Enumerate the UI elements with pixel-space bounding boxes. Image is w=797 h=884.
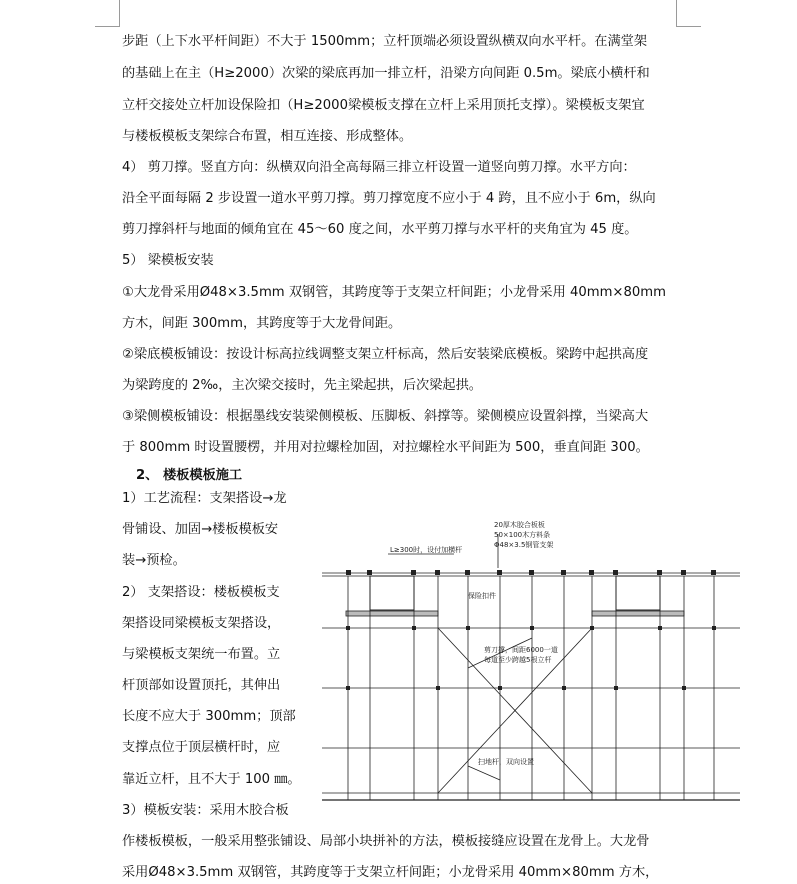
paragraph-line: 剪刀撑斜杆与地面的倾角宜在 45～60 度之间，水平剪刀撑与水平杆的夹角宜为 45 度。 — [122, 222, 638, 237]
paragraph-line: 采用Ø48×3.5mm 双钢管，其跨度等于支架立杆间距；小龙骨采用 40mm×80mm 方木， — [122, 865, 659, 880]
paragraph-line: ②梁底模板铺设：按设计标高拉线调整支架立杆标高，然后安装梁底模板。梁跨中起拱高度 — [122, 347, 649, 362]
page-corner-mark-left — [95, 0, 120, 27]
paragraph-line: 的基础上在主（H≥2000）次梁的梁底再加一排立杆，沿梁方向间距 0.5m。梁底小横杆和 — [122, 66, 650, 81]
left-column-line: 2） 支架搭设：楼板模板支 — [122, 585, 280, 600]
left-column-line: 装→预检。 — [122, 553, 186, 568]
figure-label: L≥300时，设付加横杆 — [390, 546, 463, 554]
figure-label: 50×100木方料条 — [494, 531, 551, 539]
left-column-line: 架搭设同梁模板支架搭设， — [122, 616, 281, 631]
figure-label: 20厚木胶合板板 — [494, 521, 545, 529]
paragraph-line: 作楼板模板，一般采用整张铺设、局部小块拼补的方法，模板接缝应设置在龙骨上。大龙骨 — [122, 834, 650, 849]
left-column-line: 长度不应大于 300mm；顶部 — [122, 709, 296, 724]
section-heading: 2、 楼板模板施工 — [136, 468, 243, 483]
scaffold-diagram — [318, 518, 744, 808]
figure-label: 每道至少跨越5根立杆 — [484, 656, 552, 664]
left-column-line: 3）模板安装：采用木胶合板 — [122, 803, 289, 818]
paragraph-line: 5） 梁模板安装 — [122, 253, 214, 268]
left-column-line: 杆顶部如设置顶托，其伸出 — [122, 678, 281, 693]
paragraph-line: 于 800mm 时设置腰楞，并用对拉螺栓加固，对拉螺栓水平间距为 500，垂直间距 300。 — [122, 440, 649, 455]
figure-label: 剪刀撑，间距6000一道 — [484, 646, 558, 654]
left-column-line: 1）工艺流程：支架搭设→龙 — [122, 491, 287, 506]
paragraph-line: 步距（上下水平杆间距）不大于 1500mm；立杆顶端必须设置纵横双向水平杆。在满堂架 — [122, 34, 648, 49]
paragraph-line: 立杆交接处立杆加设保险扣（H≥2000梁模板支撑在立杆上采用顶托支撑）。梁模板支架宜 — [122, 98, 645, 113]
left-column-line: 支撑点位于顶层横杆时，应 — [122, 740, 281, 755]
paragraph-line: 沿全平面每隔 2 步设置一道水平剪刀撑。剪刀撑宽度不应小于 4 跨，且不应小于 6m，纵向 — [122, 191, 656, 206]
left-column-line: 与梁模板支架统一布置。立 — [122, 647, 281, 662]
figure-label: 保险扣件 — [468, 592, 496, 600]
left-column-line: 靠近立杆，且不大于 100 ㎜。 — [122, 772, 301, 787]
paragraph-line: 方木，间距 300mm，其跨度等于大龙骨间距。 — [122, 316, 402, 331]
figure-label: 扫地杆，双向设置 — [478, 758, 534, 766]
figure-label: Φ48×3.5钢管支架 — [494, 541, 554, 549]
paragraph-line: ①大龙骨采用Ø48×3.5mm 双钢管，其跨度等于支架立杆间距；小龙骨采用 40mm×80mm — [122, 285, 666, 300]
paragraph-line: 为梁跨度的 2‰，主次梁交接时，先主梁起拱，后次梁起拱。 — [122, 378, 482, 393]
paragraph-line: 4） 剪刀撑。竖直方向：纵横双向沿全高每隔三排立杆设置一道竖向剪刀撑。水平方向： — [122, 160, 636, 175]
page-corner-mark-right — [676, 0, 701, 27]
paragraph-line: 与楼板模板支架综合布置，相互连接、形成整体。 — [122, 129, 413, 144]
left-column-line: 骨铺设、加固→楼板模板安 — [122, 522, 279, 537]
paragraph-line: ③梁侧模板铺设：根据墨线安装梁侧模板、压脚板、斜撑等。梁侧模应设置斜撑，当梁高大 — [122, 409, 649, 424]
